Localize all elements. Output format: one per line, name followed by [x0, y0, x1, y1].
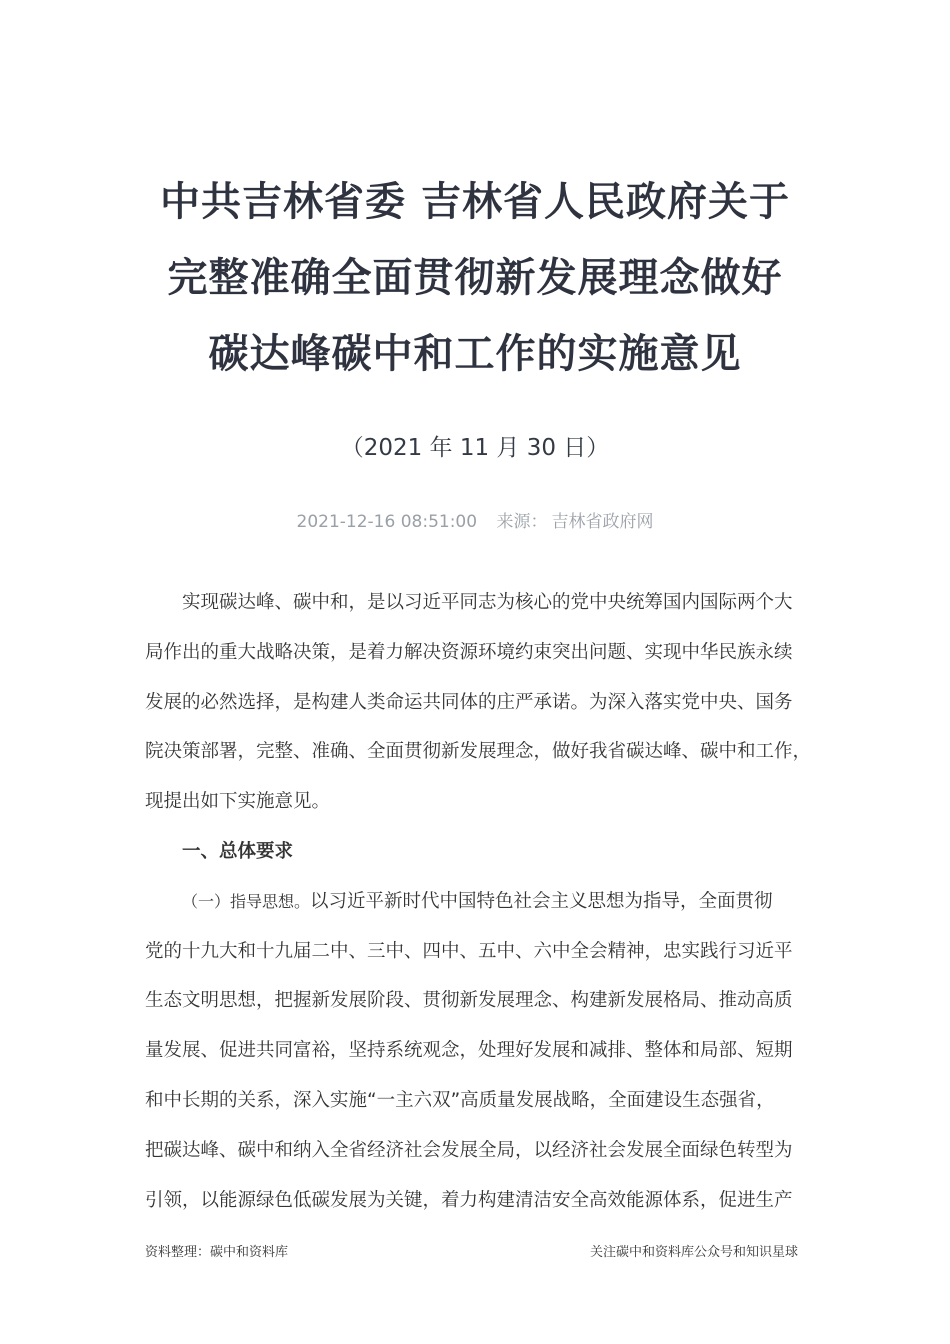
subsection-label: （一）指导思想。 — [182, 891, 311, 911]
subsection-line-3: 生态文明思想，把握新发展阶段、贯彻新发展理念、构建新发展格局、推动高质 — [145, 990, 793, 1012]
intro-line-5: 现提出如下实施意见。 — [145, 791, 331, 813]
title-line-2: 完整准确全面贯彻新发展理念做好 — [167, 255, 783, 301]
subsection-line-7: 引领，以能源绿色低碳发展为关键，着力构建清洁安全高效能源体系，促进生产 — [145, 1189, 793, 1211]
footer-right-note: 关注碳中和资料库公众号和知识星球 — [589, 1245, 798, 1260]
footer-left-note: 资料整理：碳中和资料库 — [145, 1245, 289, 1260]
subsection-first-line — [145, 877, 810, 927]
subsection-first-text: 以习近平新时代中国特色社会主义思想为指导，全面贯彻 — [310, 890, 773, 912]
source-name: 吉林省政府网 — [551, 512, 654, 532]
subsection-line-2: 党的十九大和十九届二中、三中、四中、五中、六中全会精神，忠实践行习近平 — [145, 940, 793, 962]
intro-line-3: 发展的必然选择，是构建人类命运共同体的庄严承诺。为深入落实党中央、国务 — [145, 691, 793, 713]
intro-line-1: 实现碳达峰、碳中和，是以习近平同志为核心的党中央统筹国内国际两个大 — [182, 592, 793, 613]
document-date: （2021 年 11 月 30 日） — [340, 435, 610, 461]
publish-timestamp: 2021-12-16 08:51:00 — [296, 512, 478, 532]
subsection-line-5: 和中长期的关系，深入实施“一主六双”高质量发展战略，全面建设生态强省， — [145, 1089, 775, 1111]
subsection-line-6: 把碳达峰、碳中和纳入全省经济社会发展全局，以经济社会发展全面绿色转型为 — [145, 1139, 793, 1161]
title-line-1: 中共吉林省委 吉林省人民政府关于 — [160, 179, 790, 225]
section-heading: 一、总体要求 — [182, 840, 294, 862]
intro-line-2: 局作出的重大战略决策，是着力解决资源环境约束突出问题、实现中华民族永续 — [145, 641, 793, 663]
source-label: 来源： — [496, 512, 548, 532]
intro-line-4: 院决策部署，完整、准确、全面贯彻新发展理念，做好我省碳达峰、碳中和工作， — [145, 741, 812, 763]
subsection-line-4: 量发展、促进共同富裕，坚持系统观念，处理好发展和减排、整体和局部、短期 — [145, 1040, 793, 1062]
title-line-3: 碳达峰碳中和工作的实施意见 — [208, 331, 742, 377]
publish-meta — [0, 506, 950, 538]
document-title — [100, 164, 850, 392]
document-body — [145, 578, 810, 1225]
